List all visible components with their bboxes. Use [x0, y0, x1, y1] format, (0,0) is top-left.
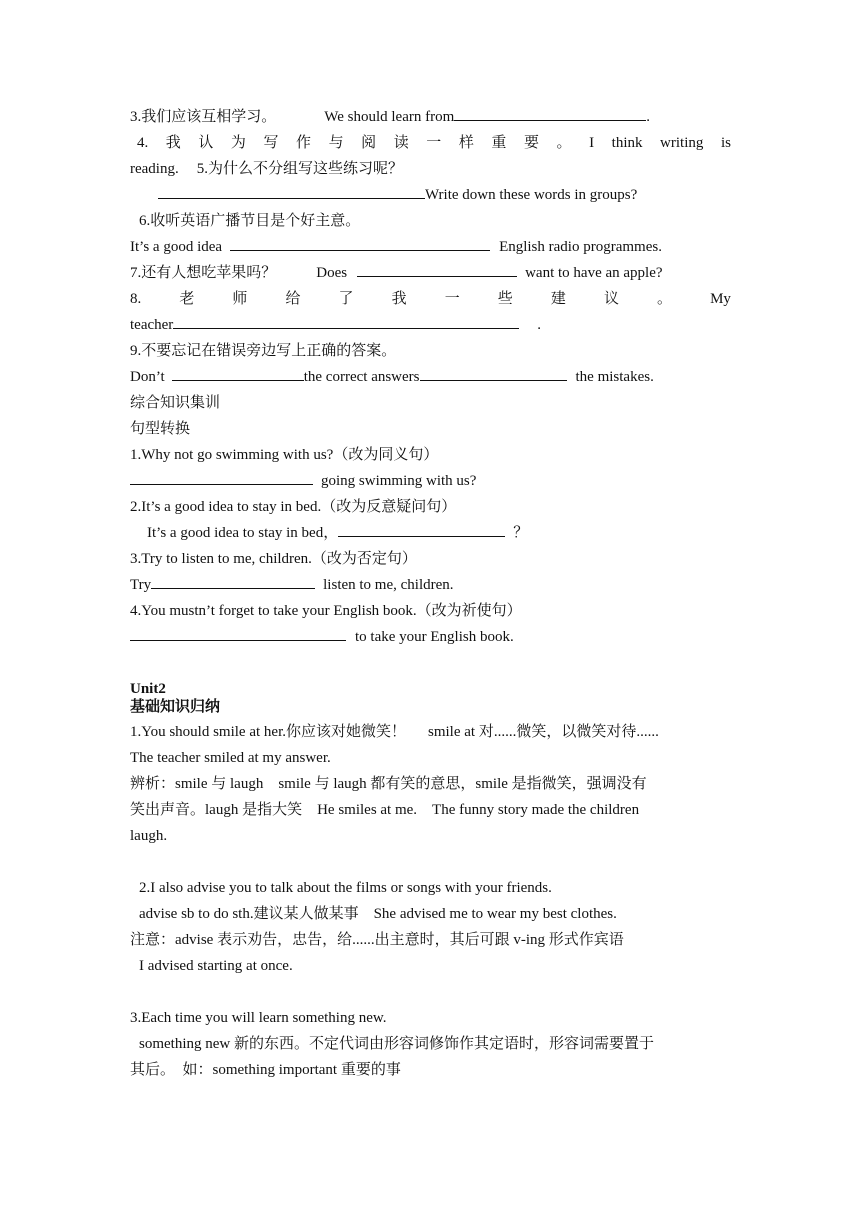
answer-blank[interactable] [357, 261, 517, 277]
answer-blank[interactable] [130, 625, 346, 641]
justified-token: 我 [391, 291, 407, 307]
subsection-heading: 句型转换 [130, 421, 191, 437]
note-3-explanation: something new 新的东西。不定代词由形容词修饰作其定语时，形容词需要置于 [139, 1036, 654, 1052]
answer-blank[interactable] [420, 365, 567, 381]
justified-token: My [710, 291, 731, 307]
exercise-8 [130, 286, 731, 312]
justified-token: 8. [130, 291, 142, 307]
section-heading: 综合知识集训 [130, 395, 221, 411]
unit-subtitle: 基础知识归纳 [130, 699, 221, 715]
justified-token: 些 [497, 291, 513, 307]
justified-token: 为 [230, 135, 246, 151]
note-1-analysis-cont: 笑出声音。laugh 是指大笑 He smiles at me. The funny story made the children [130, 802, 640, 818]
note-2: 2.I also advise you to talk about the films or songs with your friends. [139, 880, 552, 896]
justified-token: 。 [556, 135, 572, 151]
justified-token: 师 [232, 291, 248, 307]
justified-token: 样 [458, 135, 474, 151]
note-2-attention: 注意：advise 表示劝告，忠告，给......出主意时，其后可跟 v-ing 形式作宾语 [130, 932, 624, 948]
transform-4: 4.You mustn’t forget to take your English book.（改为祈使句） [130, 603, 522, 619]
justified-token: 读 [393, 135, 409, 151]
justified-token: 重 [491, 135, 507, 151]
answer-blank[interactable] [454, 105, 646, 121]
exercise-8-english: teacher . [130, 312, 731, 338]
justified-token: writing [660, 135, 704, 151]
note-1-analysis: 辨析：smile 与 laugh smile 与 laugh 都有笑的意思，smile 是指微笑，强调没有 [130, 776, 647, 792]
exercise-4-5: reading. 5.为什么不分组写这些练习呢？ [130, 161, 403, 177]
answer-blank[interactable] [173, 313, 519, 329]
transform-2-answer: It’s a good idea to stay in bed， ？ [147, 520, 748, 546]
transform-3: 3.Try to listen to me, children.（改为否定句） [130, 551, 417, 567]
justified-token: 要 [523, 135, 539, 151]
exercise-3: 3.我们应该互相学习。 We should learn from . [130, 104, 731, 130]
exercise-4 [137, 130, 731, 156]
justified-token: 写 [263, 135, 279, 151]
exercise-7: 7.还有人想吃苹果吗？ Does want to have an apple? [130, 260, 731, 286]
justified-token: 一 [426, 135, 442, 151]
note-2-example: I advised starting at once. [139, 958, 293, 974]
answer-blank[interactable] [172, 365, 304, 381]
exercise-3-english: We should learn from [324, 109, 455, 125]
exercise-3-chinese: 3.我们应该互相学习。 [130, 109, 277, 125]
justified-token: is [720, 135, 731, 151]
answer-blank[interactable] [158, 183, 425, 199]
justified-token: 与 [328, 135, 344, 151]
justified-token: 我 [165, 135, 181, 151]
exercise-5-english: Write down these words in groups? [158, 182, 759, 208]
exercise-9-chinese: 9.不要忘记在错误旁边写上正确的答案。 [130, 343, 397, 359]
transform-1: 1.Why not go swimming with us?（改为同义句） [130, 447, 439, 463]
justified-token: 4. [137, 135, 149, 151]
note-1-analysis-end: laugh. [130, 828, 168, 844]
note-3: 3.Each time you will learn something new. [130, 1010, 387, 1026]
justified-token: 了 [338, 291, 354, 307]
justified-token: 一 [444, 291, 460, 307]
justified-token: 认 [198, 135, 214, 151]
answer-blank[interactable] [130, 469, 313, 485]
justified-token: 给 [285, 291, 301, 307]
exercise-9-english: Don’t the correct answers the mistakes. [130, 364, 731, 390]
transform-1-answer: going swimming with us? [130, 468, 731, 494]
exercise-6-english: It’s a good idea English radio programmes. [130, 234, 731, 260]
note-2-usage: advise sb to do sth.建议某人做某事 She advised me to wear my best clothes. [139, 906, 617, 922]
justified-token: 建 [550, 291, 566, 307]
note-3-example: 其后。 如：something important 重要的事 [130, 1062, 401, 1078]
exercise-6-chinese: 6.收听英语广播节目是个好主意。 [139, 213, 361, 229]
justified-token: think [611, 135, 643, 151]
justified-token: 作 [296, 135, 312, 151]
answer-blank[interactable] [151, 573, 315, 589]
note-1: 1.You should smile at her.你应该对她微笑！ smile at 对......微笑，以微笑对待...... [130, 724, 659, 740]
justified-token: 议 [603, 291, 619, 307]
justified-token: 。 [657, 291, 673, 307]
answer-blank[interactable] [338, 521, 505, 537]
justified-token: 阅 [361, 135, 377, 151]
justified-token: 老 [179, 291, 195, 307]
transform-3-answer: Try listen to me, children. [130, 572, 731, 598]
transform-2: 2.It’s a good idea to stay in bed.（改为反意疑问句） [130, 499, 457, 515]
justified-token: I [589, 135, 595, 151]
unit-title: Unit2 [130, 681, 166, 697]
transform-4-answer: to take your English book. [130, 624, 731, 650]
answer-blank[interactable] [230, 235, 490, 251]
exercise-5-chinese: 5.为什么不分组写这些练习呢？ [196, 161, 403, 177]
note-1-example: The teacher smiled at my answer. [130, 750, 331, 766]
